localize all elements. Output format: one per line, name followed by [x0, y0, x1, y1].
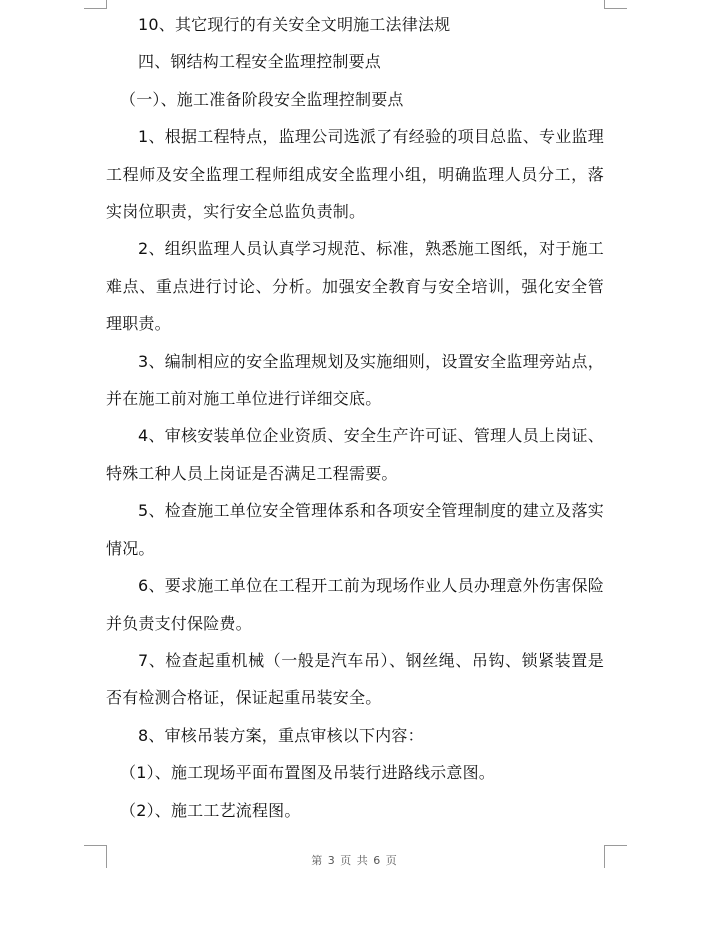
paragraph: 四、钢结构工程安全监理控制要点: [138, 52, 382, 72]
page-footer: 第 3 页 共 6 页: [311, 854, 398, 867]
paragraph: 10、其它现行的有关安全文明施工法律法规: [138, 15, 451, 34]
paragraph: 8、审核吊装方案，重点审核以下内容：: [138, 725, 424, 745]
paragraph: （2）、施工工艺流程图。: [120, 800, 301, 820]
paragraph: （1）、施工现场平面布置图及吊装行进路线示意图。: [120, 763, 495, 783]
paragraph: 5、检查施工单位安全管理体系和各项安全管理制度的建立及落实情况。: [106, 501, 604, 558]
paragraph: 6、要求施工单位在工程开工前为现场作业人员办理意外伤害保险并负责支付保险费。: [106, 576, 604, 633]
document-body: [106, 6, 604, 829]
paragraph: 2、组织监理人员认真学习规范、标准，熟悉施工图纸，对于施工难点、重点进行讨论、分析。加强安全教育与安全培训，强化安全管理职责。: [106, 239, 604, 334]
crop-mark-top-right: [604, 0, 627, 9]
paragraph: （一）、施工准备阶段安全监理控制要点: [120, 89, 404, 109]
paragraph: 1、根据工程特点，监理公司选派了有经验的项目总监、专业监理工程师及安全监理工程师组成安全监理小组，明确监理人员分工，落实岗位职责，实行安全总监负责制。: [106, 127, 604, 222]
paragraph: 3、编制相应的安全监理规划及实施细则，设置安全监理旁站点，并在施工前对施工单位进行详细交底。: [106, 351, 604, 409]
paragraph: 7、检查起重机械（一般是汽车吊）、钢丝绳、吊钩、锁紧装置是否有检测合格证，保证起重吊装安全。: [106, 650, 604, 708]
paragraph: 4、审核安装单位企业资质、安全生产许可证、管理人员上岗证、特殊工种人员上岗证是否满足工程需要。: [106, 426, 604, 483]
crop-mark-top-left: [84, 0, 107, 9]
